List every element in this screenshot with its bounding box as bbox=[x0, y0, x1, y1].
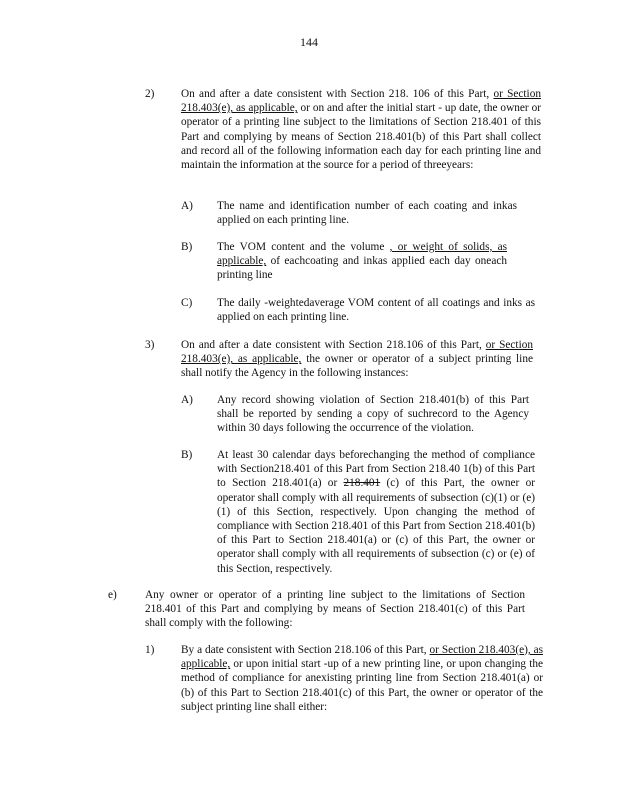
item-2C-text: The daily -weightedaverage VOM content of all coatings and inks as applied on each printing line. bbox=[217, 297, 535, 324]
item-2B-text-b: of eachcoating and inkas applied each day oneach printing line bbox=[217, 255, 507, 282]
item-2-inserted-text: or Section 218.403(e), as applicable, bbox=[181, 88, 541, 115]
item-3-text-b: the owner or operator of a subject printing line shall notify the Agency in the following instances: bbox=[181, 353, 533, 380]
item-2-text bbox=[181, 87, 541, 172]
item-e-label: e) bbox=[108, 589, 117, 601]
item-3A-text: Any record showing violation of Section 218.401(b) of this Part shall be reported by sending a copy of suchrecord to the Agency within 30 days following the occurrence of the violation. bbox=[217, 394, 529, 435]
item-e1-inserted-text: or Section 218.403(e), as applicable, bbox=[181, 644, 543, 671]
item-3B-text bbox=[217, 448, 535, 576]
item-e1-text-a: By a date consistent with Section 218.106 of this Part, bbox=[181, 644, 430, 656]
item-3-label: 3) bbox=[145, 339, 155, 351]
item-3A-label: A) bbox=[181, 394, 193, 406]
item-3-text bbox=[181, 338, 533, 381]
item-2B-label: B) bbox=[181, 241, 193, 253]
item-e1-text bbox=[181, 643, 543, 714]
page-number: 144 bbox=[300, 35, 318, 49]
item-2B-text-a: The VOM content and the volume bbox=[217, 241, 390, 253]
item-e1-text-b: or upon initial start -up of a new printing line, or upon changing the method of compliance for anexisting printing line from Section 218.401(a) or (b) of this Part to Section 218.401(c) of this Part, the owner or operator of the subject printing line shall either: bbox=[181, 658, 543, 713]
item-3-inserted-text: or Section 218.403(e), as applicable, bbox=[181, 339, 534, 366]
item-2A-text: The name and identification number of each coating and inkas applied on each printing line. bbox=[217, 200, 517, 227]
item-2-text-a: On and after a date consistent with Section 218. 106 of this Part, bbox=[181, 88, 494, 100]
item-3B-deleted-text: 218.401 bbox=[343, 477, 381, 490]
item-2-text-b: or on and after the initial start - up date, the owner or operator of a printing line subject to the limitations of Section 218.401 of this Part and complying by means of Section 218.401(b) of this Part shall collect and record all of the following information each day for each printing line and maintain the information at the source for a period of threeyears: bbox=[181, 102, 541, 172]
item-2B-inserted-text: , or weight of solids, as applicable, bbox=[217, 241, 507, 268]
item-3B-label: B) bbox=[181, 449, 193, 461]
item-2A-label: A) bbox=[181, 200, 193, 212]
item-e-text: Any owner or operator of a printing line subject to the limitations of Section 218.401 of this Part and complying by means of Section 218.401(c) of this Part shall comply with the following: bbox=[145, 589, 525, 630]
item-2C-label: C) bbox=[181, 297, 193, 309]
item-3B-text-b: (c) of this Part, the owner or operator shall comply with all requirements of subsection (c)(1) or (e)(1) of this Section, respectively. Upon changing the method of compliance with Section 218.401 of this Part from Section 218.401(b) of this Part to Section 218.401(a) or (c) of this Part, the owner or operator shall comply with all requirements of subsection (c) or (e) of this Section, respectively. bbox=[217, 477, 535, 575]
item-3B-text-a: At least 30 calendar days beforechanging the method of compliance with Section218.401 of this Part from Section 218.40 1(b) of this Part to Section 218.401(a) or bbox=[217, 449, 535, 490]
item-2B-text bbox=[217, 240, 507, 283]
item-e1-label: 1) bbox=[145, 644, 155, 656]
item-3-text-a: On and after a date consistent with Section 218.106 of this Part, bbox=[181, 339, 486, 351]
item-2-label: 2) bbox=[145, 88, 155, 100]
